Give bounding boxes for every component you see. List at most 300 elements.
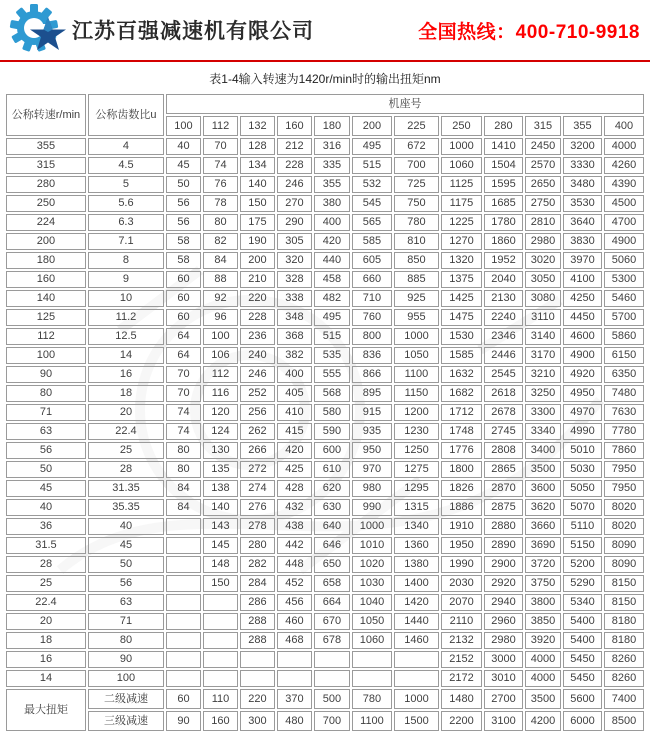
frame-size-header: 132 — [240, 116, 275, 136]
col-header-ratio: 公称齿数比u — [88, 94, 164, 136]
torque-cell: 460 — [277, 613, 312, 630]
torque-cell: 100 — [203, 328, 238, 345]
max-torque-cell: 6000 — [563, 711, 602, 731]
torque-cell: 2745 — [484, 423, 523, 440]
torque-cell: 7950 — [604, 461, 644, 478]
torque-cell: 3140 — [525, 328, 561, 345]
torque-cell: 4390 — [604, 176, 644, 193]
torque-cell: 78 — [203, 195, 238, 212]
torque-cell: 3500 — [525, 461, 561, 478]
torque-cell: 2890 — [484, 537, 523, 554]
torque-cell: 658 — [314, 575, 350, 592]
torque-cell: 82 — [203, 233, 238, 250]
torque-cell: 1360 — [394, 537, 439, 554]
torque-cell: 3690 — [525, 537, 561, 554]
torque-cell: 80 — [203, 214, 238, 231]
torque-cell: 1530 — [441, 328, 482, 345]
torque-cell: 5110 — [563, 518, 602, 535]
speed-cell: 50 — [6, 461, 86, 478]
torque-cell: 565 — [352, 214, 392, 231]
torque-cell — [203, 594, 238, 611]
torque-cell: 1225 — [441, 214, 482, 231]
torque-cell: 980 — [352, 480, 392, 497]
torque-cell: 148 — [203, 556, 238, 573]
torque-cell: 140 — [240, 176, 275, 193]
speed-cell: 14 — [6, 670, 86, 687]
torque-cell: 274 — [240, 480, 275, 497]
torque-cell: 5060 — [604, 252, 644, 269]
torque-cell: 56 — [166, 214, 201, 231]
ratio-cell: 28 — [88, 461, 164, 478]
torque-cell: 246 — [277, 176, 312, 193]
ratio-cell: 56 — [88, 575, 164, 592]
max-torque-cell: 4200 — [525, 711, 561, 731]
torque-cell: 6150 — [604, 347, 644, 364]
speed-cell: 71 — [6, 404, 86, 421]
table-row — [6, 290, 644, 307]
torque-cell: 5340 — [563, 594, 602, 611]
torque-cell: 80 — [166, 442, 201, 459]
torque-cell: 2960 — [484, 613, 523, 630]
torque-cell: 1682 — [441, 385, 482, 402]
torque-cell — [394, 651, 439, 668]
torque-cell: 6350 — [604, 366, 644, 383]
torque-cell: 74 — [166, 404, 201, 421]
torque-cell: 3600 — [525, 480, 561, 497]
torque-cell: 212 — [277, 138, 312, 155]
torque-cell: 256 — [240, 404, 275, 421]
ratio-cell: 35.35 — [88, 499, 164, 516]
torque-cell — [277, 670, 312, 687]
torque-cell: 278 — [240, 518, 275, 535]
torque-cell: 1270 — [441, 233, 482, 250]
torque-cell: 1380 — [394, 556, 439, 573]
torque-cell: 836 — [352, 347, 392, 364]
table-row — [6, 157, 644, 174]
torque-cell: 145 — [203, 537, 238, 554]
torque-cell: 120 — [203, 404, 238, 421]
col-header-speed: 公称转速r/min — [6, 94, 86, 136]
max-torque-cell: 3500 — [525, 689, 561, 709]
torque-cell: 282 — [240, 556, 275, 573]
torque-cell: 1030 — [352, 575, 392, 592]
torque-cell: 2980 — [525, 233, 561, 250]
table-row — [6, 613, 644, 630]
speed-cell: 315 — [6, 157, 86, 174]
torque-cell: 4100 — [563, 271, 602, 288]
torque-cell: 3050 — [525, 271, 561, 288]
torque-cell: 64 — [166, 347, 201, 364]
max-torque-cell: 160 — [203, 711, 238, 731]
torque-cell: 70 — [166, 366, 201, 383]
torque-cell: 3200 — [563, 138, 602, 155]
torque-cell: 935 — [352, 423, 392, 440]
max-torque-label: 最大扭矩 — [6, 689, 86, 731]
torque-cell: 2132 — [441, 632, 482, 649]
torque-cell: 432 — [277, 499, 312, 516]
torque-cell: 228 — [277, 157, 312, 174]
torque-cell: 135 — [203, 461, 238, 478]
torque-cell: 328 — [277, 271, 312, 288]
max-torque-cell: 60 — [166, 689, 201, 709]
table-row — [6, 385, 644, 402]
torque-cell: 2678 — [484, 404, 523, 421]
max-torque-cell: 2700 — [484, 689, 523, 709]
torque-cell: 2865 — [484, 461, 523, 478]
speed-cell: 56 — [6, 442, 86, 459]
torque-cell: 175 — [240, 214, 275, 231]
table-row — [6, 556, 644, 573]
torque-cell: 74 — [203, 157, 238, 174]
torque-cell: 74 — [166, 423, 201, 440]
max-torque-cell: 700 — [314, 711, 350, 731]
torque-cell: 96 — [203, 309, 238, 326]
torque-cell: 5400 — [563, 632, 602, 649]
torque-cell: 1712 — [441, 404, 482, 421]
torque-cell: 70 — [203, 138, 238, 155]
torque-cell: 3970 — [563, 252, 602, 269]
torque-cell: 4700 — [604, 214, 644, 231]
torque-cell: 2110 — [441, 613, 482, 630]
torque-cell: 288 — [240, 613, 275, 630]
torque-cell: 4260 — [604, 157, 644, 174]
torque-cell: 2570 — [525, 157, 561, 174]
speed-cell: 28 — [6, 556, 86, 573]
torque-cell: 76 — [203, 176, 238, 193]
torque-cell: 70 — [166, 385, 201, 402]
torque-cell: 456 — [277, 594, 312, 611]
torque-cell: 1020 — [352, 556, 392, 573]
ratio-cell: 31.35 — [88, 480, 164, 497]
torque-cell: 1748 — [441, 423, 482, 440]
torque-cell: 1410 — [484, 138, 523, 155]
torque-cell: 220 — [240, 290, 275, 307]
torque-cell — [394, 670, 439, 687]
torque-cell: 4000 — [525, 651, 561, 668]
torque-cell: 3720 — [525, 556, 561, 573]
torque-cell: 210 — [240, 271, 275, 288]
ratio-cell: 14 — [88, 347, 164, 364]
torque-cell: 568 — [314, 385, 350, 402]
torque-cell: 130 — [203, 442, 238, 459]
torque-cell: 288 — [240, 632, 275, 649]
torque-cell: 1910 — [441, 518, 482, 535]
frame-size-header: 280 — [484, 116, 523, 136]
torque-cell: 200 — [240, 252, 275, 269]
torque-cell: 4450 — [563, 309, 602, 326]
torque-cell: 5070 — [563, 499, 602, 516]
torque-cell: 320 — [277, 252, 312, 269]
torque-cell: 725 — [394, 176, 439, 193]
torque-cell: 710 — [352, 290, 392, 307]
torque-cell: 128 — [240, 138, 275, 155]
torque-cell: 88 — [203, 271, 238, 288]
torque-cell: 5450 — [563, 651, 602, 668]
speed-cell: 100 — [6, 347, 86, 364]
torque-cell: 1150 — [394, 385, 439, 402]
frame-size-header: 112 — [203, 116, 238, 136]
torque-cell: 60 — [166, 309, 201, 326]
torque-cell: 1475 — [441, 309, 482, 326]
torque-cell: 672 — [394, 138, 439, 155]
page-header — [0, 0, 650, 62]
torque-table — [4, 92, 646, 733]
ratio-cell: 18 — [88, 385, 164, 402]
torque-cell: 5010 — [563, 442, 602, 459]
torque-cell: 5450 — [563, 670, 602, 687]
torque-cell: 1585 — [441, 347, 482, 364]
torque-cell: 380 — [314, 195, 350, 212]
table-row — [6, 233, 644, 250]
torque-cell: 515 — [314, 328, 350, 345]
torque-cell: 80 — [166, 461, 201, 478]
torque-cell — [203, 670, 238, 687]
torque-cell: 650 — [314, 556, 350, 573]
table-row — [6, 499, 644, 516]
table-row — [6, 271, 644, 288]
torque-cell: 895 — [352, 385, 392, 402]
speed-cell: 180 — [6, 252, 86, 269]
torque-cell: 438 — [277, 518, 312, 535]
ratio-cell: 8 — [88, 252, 164, 269]
torque-cell: 4500 — [604, 195, 644, 212]
table-row — [6, 252, 644, 269]
torque-cell: 1776 — [441, 442, 482, 459]
speed-cell: 125 — [6, 309, 86, 326]
torque-cell: 1685 — [484, 195, 523, 212]
speed-cell: 45 — [6, 480, 86, 497]
torque-cell: 286 — [240, 594, 275, 611]
torque-cell: 515 — [352, 157, 392, 174]
table-row — [6, 518, 644, 535]
torque-cell: 420 — [277, 442, 312, 459]
torque-cell: 5860 — [604, 328, 644, 345]
torque-cell: 1460 — [394, 632, 439, 649]
torque-cell: 646 — [314, 537, 350, 554]
torque-cell: 495 — [314, 309, 350, 326]
torque-cell: 1000 — [394, 328, 439, 345]
ratio-cell: 12.5 — [88, 328, 164, 345]
speed-cell: 112 — [6, 328, 86, 345]
frame-size-header: 100 — [166, 116, 201, 136]
torque-cell: 3530 — [563, 195, 602, 212]
torque-cell: 1425 — [441, 290, 482, 307]
torque-cell: 670 — [314, 613, 350, 630]
ratio-cell: 10 — [88, 290, 164, 307]
table-row — [6, 347, 644, 364]
hotline-phone: 全国热线：400-710-9918 — [418, 21, 640, 43]
torque-cell: 5700 — [604, 309, 644, 326]
frame-size-header: 400 — [604, 116, 644, 136]
torque-cell: 1440 — [394, 613, 439, 630]
torque-cell: 1990 — [441, 556, 482, 573]
torque-cell: 280 — [240, 537, 275, 554]
table-row — [6, 176, 644, 193]
torque-cell: 678 — [314, 632, 350, 649]
torque-cell: 1295 — [394, 480, 439, 497]
speed-cell: 200 — [6, 233, 86, 250]
max-torque-cell: 370 — [277, 689, 312, 709]
torque-cell: 458 — [314, 271, 350, 288]
torque-cell: 420 — [314, 233, 350, 250]
table-row — [6, 404, 644, 421]
torque-cell: 7480 — [604, 385, 644, 402]
torque-cell: 84 — [166, 499, 201, 516]
torque-cell: 1100 — [394, 366, 439, 383]
torque-cell: 266 — [240, 442, 275, 459]
torque-cell: 262 — [240, 423, 275, 440]
torque-cell — [352, 670, 392, 687]
torque-cell: 780 — [394, 214, 439, 231]
torque-cell: 4000 — [525, 670, 561, 687]
ratio-cell: 80 — [88, 632, 164, 649]
torque-cell: 5290 — [563, 575, 602, 592]
torque-cell: 1125 — [441, 176, 482, 193]
torque-cell: 3640 — [563, 214, 602, 231]
torque-cell: 1886 — [441, 499, 482, 516]
max-torque-cell: 1000 — [394, 689, 439, 709]
max-torque-cell: 7400 — [604, 689, 644, 709]
torque-cell: 810 — [394, 233, 439, 250]
torque-cell: 1595 — [484, 176, 523, 193]
torque-cell: 1050 — [352, 613, 392, 630]
torque-cell: 8180 — [604, 613, 644, 630]
torque-cell: 5300 — [604, 271, 644, 288]
torque-cell: 2808 — [484, 442, 523, 459]
torque-cell: 2240 — [484, 309, 523, 326]
max-torque-cell: 300 — [240, 711, 275, 731]
torque-cell: 5460 — [604, 290, 644, 307]
torque-cell: 143 — [203, 518, 238, 535]
torque-cell: 405 — [277, 385, 312, 402]
table-row — [6, 328, 644, 345]
torque-cell: 5400 — [563, 613, 602, 630]
speed-cell: 16 — [6, 651, 86, 668]
torque-cell: 45 — [166, 157, 201, 174]
torque-cell: 5200 — [563, 556, 602, 573]
torque-cell: 3660 — [525, 518, 561, 535]
ratio-cell: 6.3 — [88, 214, 164, 231]
torque-cell: 348 — [277, 309, 312, 326]
speed-cell: 40 — [6, 499, 86, 516]
speed-cell: 18 — [6, 632, 86, 649]
torque-cell: 3800 — [525, 594, 561, 611]
ratio-cell: 90 — [88, 651, 164, 668]
torque-cell: 990 — [352, 499, 392, 516]
torque-cell: 4970 — [563, 404, 602, 421]
torque-cell: 56 — [166, 195, 201, 212]
torque-cell: 2040 — [484, 271, 523, 288]
speed-cell: 355 — [6, 138, 86, 155]
speed-cell: 80 — [6, 385, 86, 402]
ratio-cell: 63 — [88, 594, 164, 611]
torque-cell: 760 — [352, 309, 392, 326]
torque-cell: 400 — [277, 366, 312, 383]
speed-cell: 25 — [6, 575, 86, 592]
torque-cell: 2650 — [525, 176, 561, 193]
torque-cell: 452 — [277, 575, 312, 592]
torque-cell: 236 — [240, 328, 275, 345]
max-torque-cell: 2200 — [441, 711, 482, 731]
table-row — [6, 366, 644, 383]
torque-cell: 2172 — [441, 670, 482, 687]
torque-cell: 2450 — [525, 138, 561, 155]
table-row — [6, 214, 644, 231]
torque-cell: 700 — [394, 157, 439, 174]
torque-cell: 40 — [166, 138, 201, 155]
torque-cell: 1632 — [441, 366, 482, 383]
torque-cell: 3010 — [484, 670, 523, 687]
torque-cell: 8260 — [604, 651, 644, 668]
torque-cell: 925 — [394, 290, 439, 307]
torque-cell: 2940 — [484, 594, 523, 611]
table-row — [6, 537, 644, 554]
torque-cell: 5050 — [563, 480, 602, 497]
table-row — [6, 461, 644, 478]
torque-cell: 1340 — [394, 518, 439, 535]
max-torque-cell: 1480 — [441, 689, 482, 709]
torque-cell: 2346 — [484, 328, 523, 345]
speed-cell: 22.4 — [6, 594, 86, 611]
speed-cell: 224 — [6, 214, 86, 231]
torque-cell: 2870 — [484, 480, 523, 497]
torque-cell: 3300 — [525, 404, 561, 421]
torque-cell: 2810 — [525, 214, 561, 231]
torque-cell: 448 — [277, 556, 312, 573]
torque-cell: 1050 — [394, 347, 439, 364]
torque-cell: 60 — [166, 271, 201, 288]
max-torque-cell: 1100 — [352, 711, 392, 731]
torque-cell — [203, 632, 238, 649]
torque-cell — [277, 651, 312, 668]
frame-size-header: 315 — [525, 116, 561, 136]
torque-cell: 970 — [352, 461, 392, 478]
torque-cell: 2152 — [441, 651, 482, 668]
torque-cell: 400 — [314, 214, 350, 231]
torque-cell: 1780 — [484, 214, 523, 231]
ratio-cell: 16 — [88, 366, 164, 383]
company-logo-gear-star-icon — [8, 3, 70, 57]
ratio-cell: 4 — [88, 138, 164, 155]
torque-cell: 605 — [352, 252, 392, 269]
torque-cell: 124 — [203, 423, 238, 440]
torque-cell — [166, 556, 201, 573]
torque-cell: 1826 — [441, 480, 482, 497]
torque-cell: 368 — [277, 328, 312, 345]
speed-cell: 63 — [6, 423, 86, 440]
torque-cell: 1000 — [352, 518, 392, 535]
torque-cell: 1010 — [352, 537, 392, 554]
torque-cell: 442 — [277, 537, 312, 554]
torque-cell: 1200 — [394, 404, 439, 421]
torque-cell: 545 — [352, 195, 392, 212]
torque-cell: 440 — [314, 252, 350, 269]
torque-cell — [166, 594, 201, 611]
torque-cell: 2900 — [484, 556, 523, 573]
torque-cell: 3080 — [525, 290, 561, 307]
speed-cell: 280 — [6, 176, 86, 193]
ratio-cell: 11.2 — [88, 309, 164, 326]
torque-cell — [352, 651, 392, 668]
speed-cell: 90 — [6, 366, 86, 383]
torque-cell: 1175 — [441, 195, 482, 212]
torque-cell: 482 — [314, 290, 350, 307]
table-row — [6, 651, 644, 668]
torque-cell: 3000 — [484, 651, 523, 668]
torque-cell: 2030 — [441, 575, 482, 592]
torque-cell: 3830 — [563, 233, 602, 250]
torque-cell: 276 — [240, 499, 275, 516]
